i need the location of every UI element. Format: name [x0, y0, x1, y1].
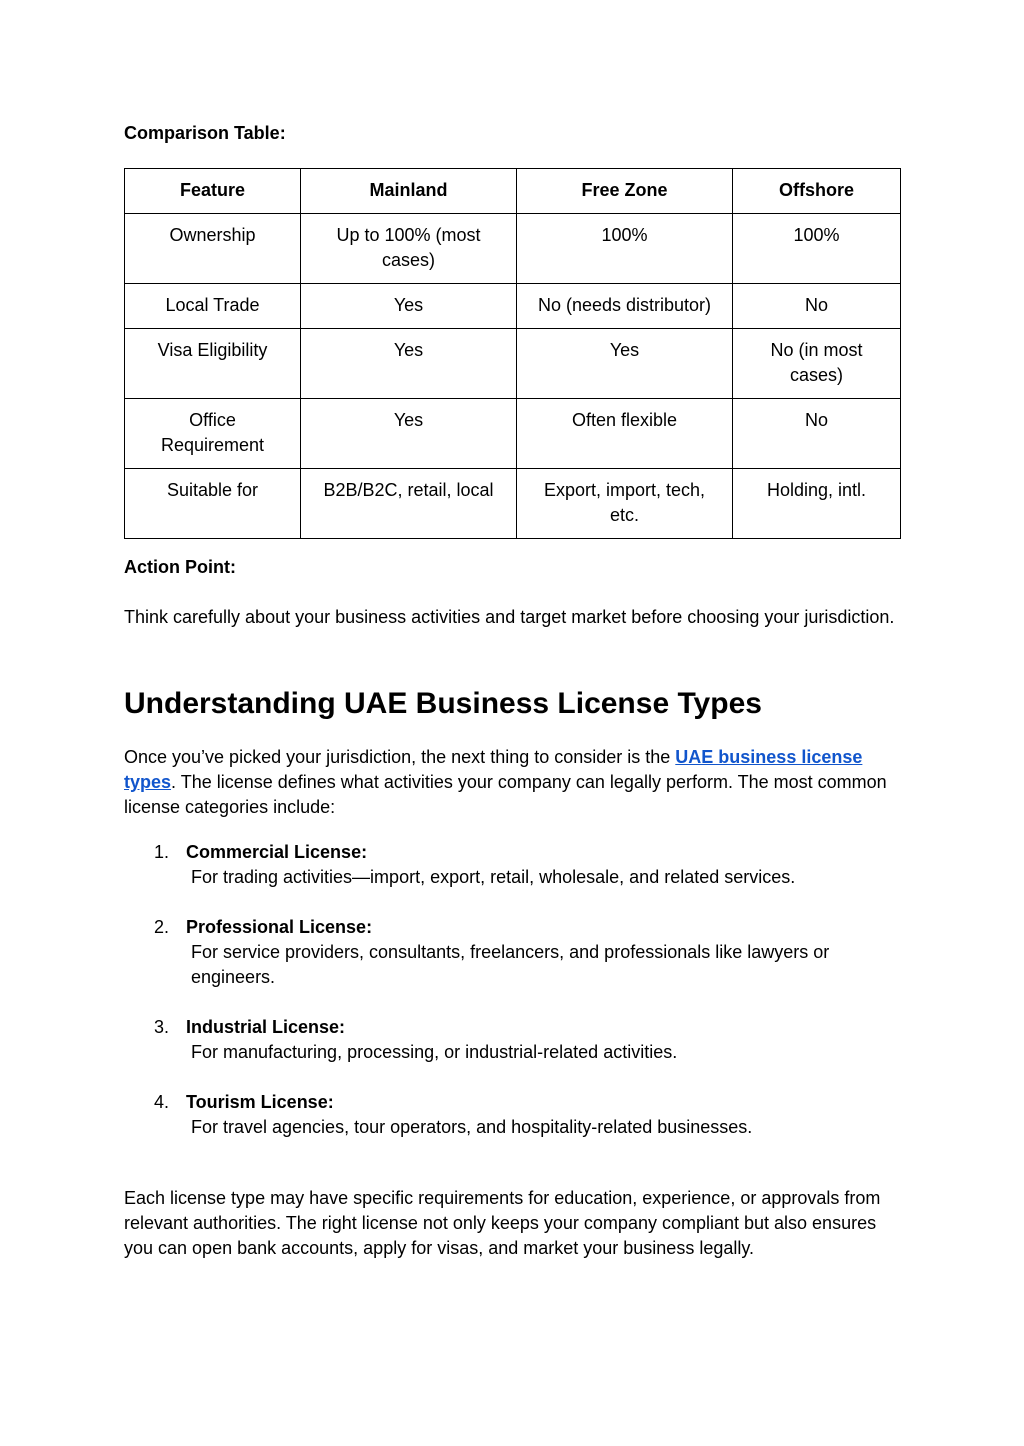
license-title: Industrial License:	[186, 1017, 346, 1037]
table-cell: Yes	[301, 399, 517, 469]
table-row	[125, 214, 901, 284]
list-item	[124, 1015, 900, 1065]
table-cell: Local Trade	[125, 284, 301, 329]
table-row	[125, 469, 901, 539]
table-row	[125, 284, 901, 329]
license-description: For trading activities—import, export, retail, wholesale, and related services.	[191, 867, 796, 887]
list-item	[124, 915, 900, 990]
license-description: For manufacturing, processing, or industrial-related activities.	[191, 1042, 678, 1062]
table-cell: Often flexible	[517, 399, 733, 469]
license-description: For service providers, consultants, freelancers, and professionals like lawyers or engineers.	[191, 942, 830, 987]
action-point-label: Action Point:	[124, 557, 236, 577]
list-number: 2.	[154, 917, 170, 937]
header-free-zone: Free Zone	[517, 169, 733, 214]
closing-paragraph: Each license type may have specific requirements for education, experience, or approvals from relevant authorities. The right license not only keeps your company compliant but also ensures you can open bank accounts, apply for visas, and market your business legally.	[124, 1188, 881, 1258]
table-cell: Up to 100% (most cases)	[301, 214, 517, 284]
table-cell: No (in most cases)	[733, 329, 901, 399]
license-title: Commercial License:	[186, 842, 368, 862]
list-item	[124, 1090, 900, 1140]
header-offshore: Offshore	[733, 169, 901, 214]
table-cell: B2B/B2C, retail, local	[301, 469, 517, 539]
uae-license-types-link[interactable]: UAE business license types	[124, 747, 863, 792]
table-cell: Office Requirement	[125, 399, 301, 469]
table-cell: Visa Eligibility	[125, 329, 301, 399]
intro-text-before: Once you’ve picked your jurisdiction, the next thing to consider is the	[124, 747, 676, 767]
header-mainland: Mainland	[301, 169, 517, 214]
table-cell: Yes	[301, 284, 517, 329]
table-cell: Holding, intl.	[733, 469, 901, 539]
table-cell: Ownership	[125, 214, 301, 284]
list-number: 4.	[154, 1092, 170, 1112]
intro-paragraph	[124, 745, 904, 820]
table-cell: 100%	[517, 214, 733, 284]
table-cell: Suitable for	[125, 469, 301, 539]
license-title: Tourism License:	[186, 1092, 334, 1112]
table-row	[125, 399, 901, 469]
list-number: 1.	[154, 842, 170, 862]
table-row	[125, 329, 901, 399]
table-header-row	[125, 169, 901, 214]
table-cell: 100%	[733, 214, 901, 284]
table-cell: Export, import, tech, etc.	[517, 469, 733, 539]
table-cell: No (needs distributor)	[517, 284, 733, 329]
table-cell: No	[733, 399, 901, 469]
action-point-text: Think carefully about your business activities and target market before choosing your jurisdiction.	[124, 607, 895, 627]
table-cell: Yes	[301, 329, 517, 399]
comparison-table-label: Comparison Table:	[124, 123, 286, 143]
table-cell: Yes	[517, 329, 733, 399]
intro-text-after: . The license defines what activities your company can legally perform. The most common license categories include:	[124, 772, 887, 817]
header-feature: Feature	[125, 169, 301, 214]
license-description: For travel agencies, tour operators, and hospitality-related businesses.	[191, 1117, 753, 1137]
comparison-table	[124, 168, 901, 539]
section-heading: Understanding UAE Business License Types	[124, 687, 762, 720]
license-title: Professional License:	[186, 917, 373, 937]
list-number: 3.	[154, 1017, 170, 1037]
table-cell: No	[733, 284, 901, 329]
license-types-list	[124, 840, 900, 1165]
list-item	[124, 840, 900, 890]
